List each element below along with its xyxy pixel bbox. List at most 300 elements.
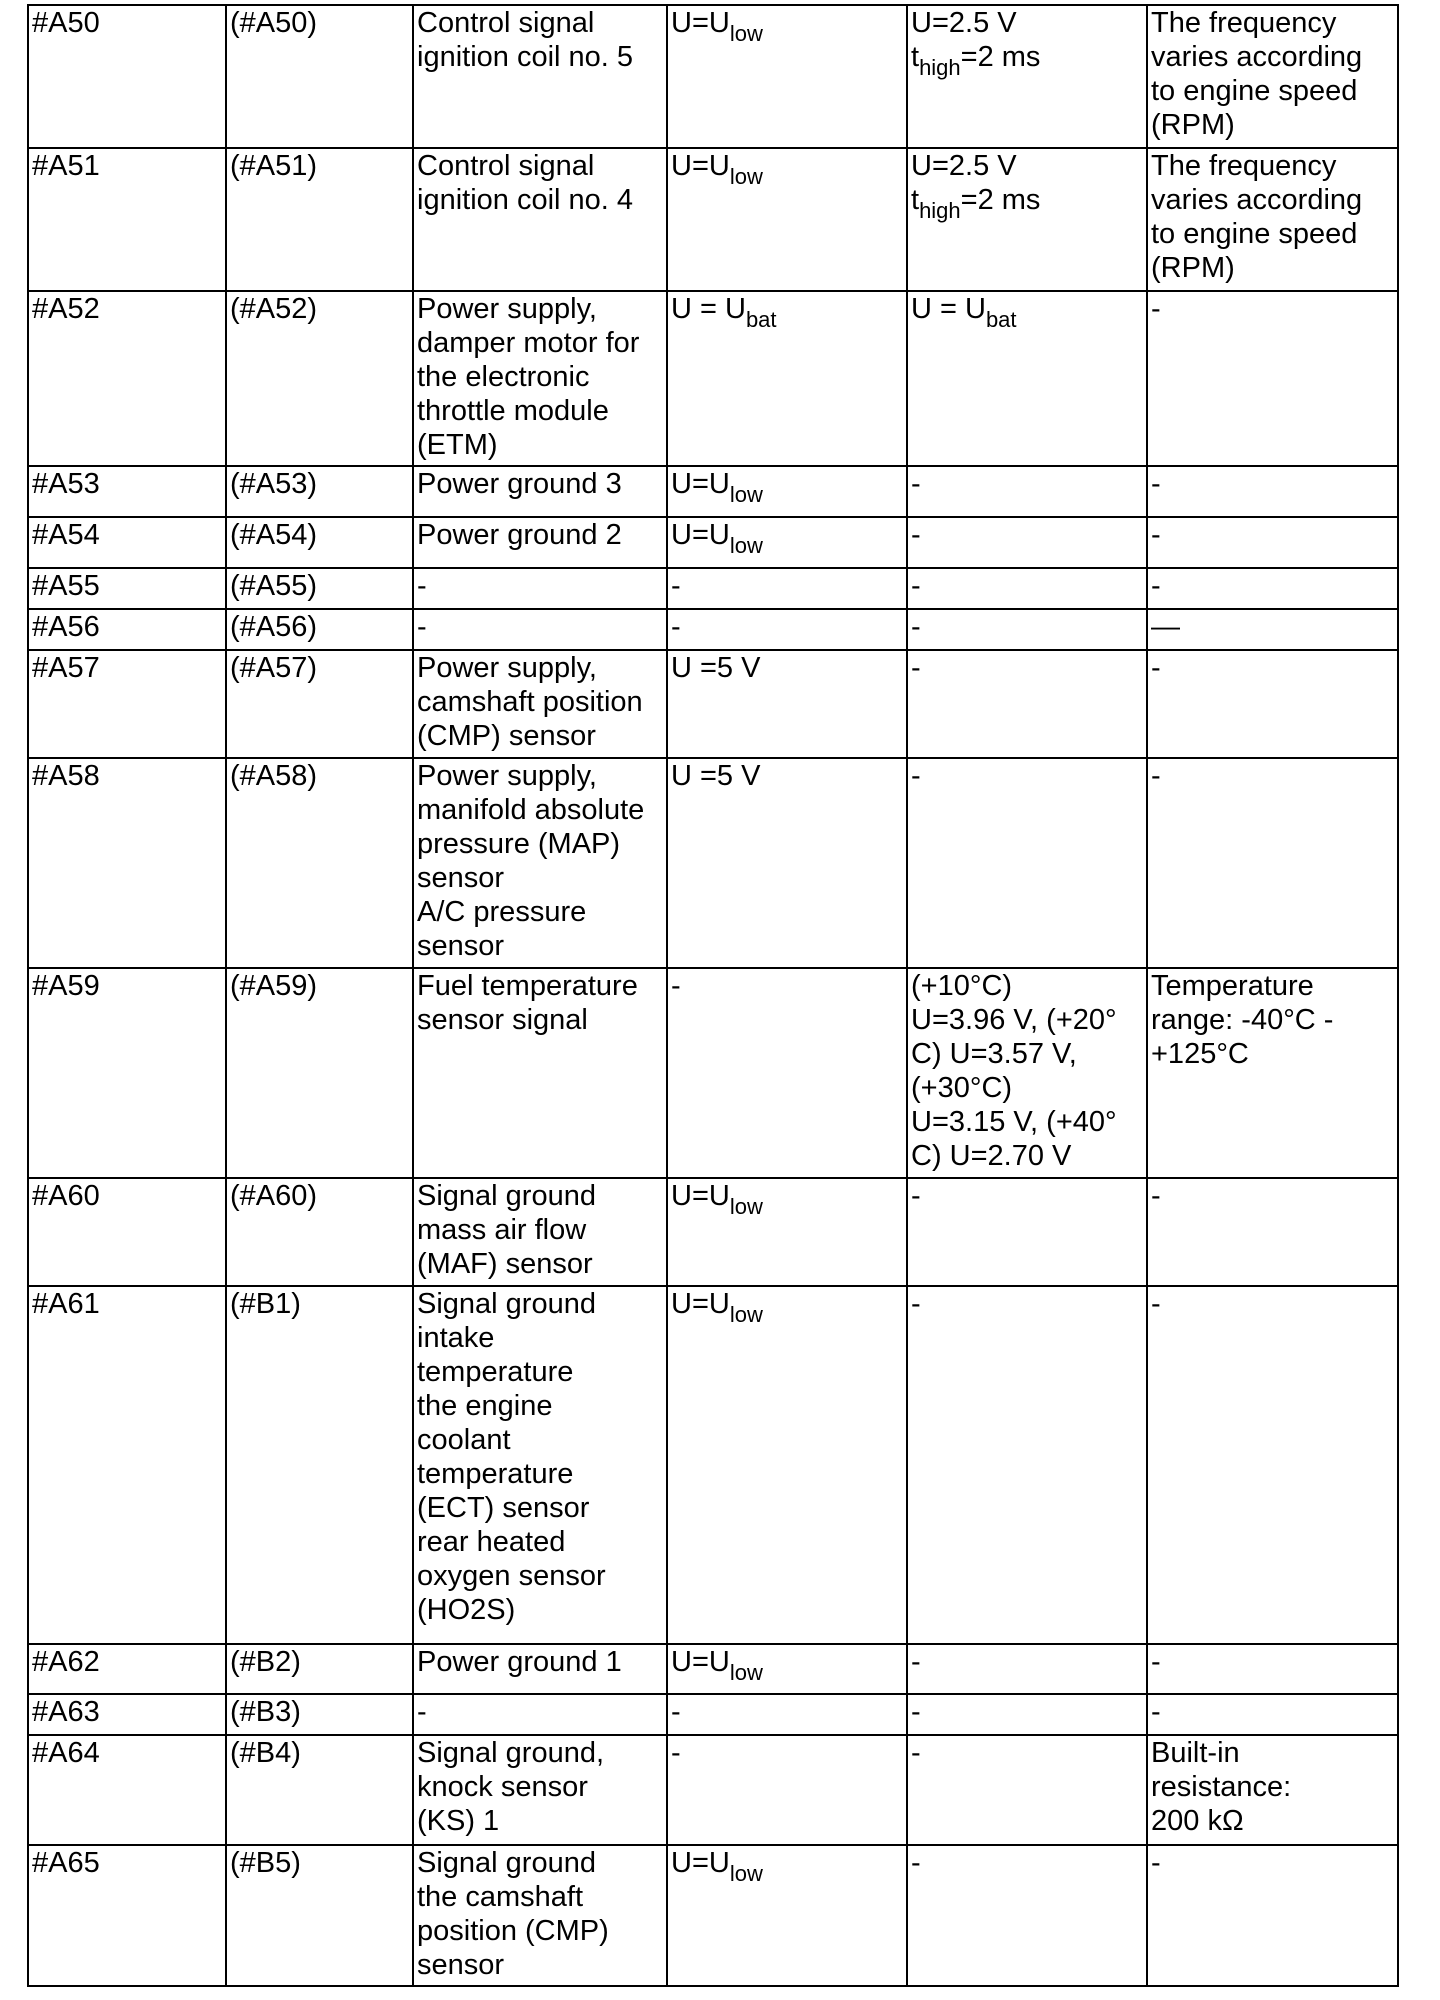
note-line: range: -40°C - <box>1151 1004 1334 1036</box>
table-row <box>28 5 1398 148</box>
note-line: varies according <box>1151 41 1363 73</box>
description-line: Power ground 1 <box>417 1646 622 1678</box>
description-line: temperature <box>417 1458 574 1490</box>
description-line: (ETM) <box>417 429 498 461</box>
signal-value-line-suffix: =2 ms <box>960 41 1041 73</box>
voltage-line-subscript: low <box>729 1194 763 1219</box>
table-row <box>28 968 1398 1178</box>
voltage-line-main: U=U <box>671 7 730 39</box>
signal-value-line <box>911 6 1143 40</box>
voltage-line-main: U =5 V <box>671 760 761 792</box>
table-row <box>28 650 1398 758</box>
signal-value-line-main: t <box>911 41 920 73</box>
signal-value-cell <box>907 568 1147 609</box>
ref-pin-cell <box>226 568 413 609</box>
description-line: Signal ground <box>417 1288 596 1320</box>
document-page <box>27 4 1397 1987</box>
ref-pin-cell <box>226 5 413 148</box>
signal-value-line <box>911 610 1143 644</box>
description-cell <box>413 1178 667 1286</box>
signal-value-cell <box>907 609 1147 650</box>
pin-number: #A53 <box>32 468 100 500</box>
voltage-line-subscript: low <box>729 1861 763 1886</box>
voltage-line <box>671 759 903 793</box>
signal-value-line-main: - <box>911 519 921 551</box>
description-line: pressure (MAP) <box>417 828 621 860</box>
pin-cell <box>28 968 226 1178</box>
voltage-cell <box>667 609 907 650</box>
signal-value-line <box>911 40 1143 80</box>
signal-value-cell <box>907 968 1147 1178</box>
ref-pin-cell <box>226 758 413 968</box>
voltage-cell <box>667 291 907 466</box>
note-line: - <box>1151 1180 1161 1212</box>
description-cell <box>413 291 667 466</box>
voltage-cell <box>667 650 907 758</box>
table-row <box>28 466 1398 517</box>
note-cell <box>1147 1694 1398 1735</box>
signal-value-line <box>911 292 1143 332</box>
description-line: Signal ground <box>417 1847 596 1879</box>
ref-pin-number: (#A54) <box>230 519 318 551</box>
description-line: Control signal <box>417 150 595 182</box>
note-cell <box>1147 5 1398 148</box>
description-line: Power ground 3 <box>417 468 622 500</box>
note-cell <box>1147 968 1398 1178</box>
description-line: position (CMP) <box>417 1915 609 1947</box>
voltage-line-main: - <box>671 570 681 602</box>
voltage-cell <box>667 5 907 148</box>
ref-pin-number: (#B3) <box>230 1696 301 1728</box>
description-line: coolant <box>417 1424 511 1456</box>
voltage-cell <box>667 466 907 517</box>
signal-value-line <box>911 1179 1143 1213</box>
note-cell <box>1147 1178 1398 1286</box>
description-cell <box>413 1286 667 1644</box>
signal-value-line-main: U=3.96 V, (+20° <box>911 1004 1117 1036</box>
note-line: - <box>1151 1847 1161 1879</box>
note-line: to engine speed <box>1151 75 1358 107</box>
voltage-line <box>671 610 903 644</box>
signal-value-line <box>911 1695 1143 1729</box>
ref-pin-number: (#A58) <box>230 760 318 792</box>
signal-value-line-subscript: high <box>919 198 961 223</box>
pin-cell <box>28 568 226 609</box>
description-cell <box>413 466 667 517</box>
note-cell <box>1147 1644 1398 1694</box>
note-line: - <box>1151 570 1161 602</box>
ref-pin-number: (#A57) <box>230 652 318 684</box>
description-cell <box>413 609 667 650</box>
signal-value-line-main: - <box>911 611 921 643</box>
voltage-line-main: - <box>671 1696 681 1728</box>
voltage-line-main: U=U <box>671 468 730 500</box>
note-cell <box>1147 758 1398 968</box>
table-row <box>28 568 1398 609</box>
pin-assignment-table <box>27 4 1399 1987</box>
pin-number: #A50 <box>32 7 100 39</box>
note-line: (RPM) <box>1151 252 1235 284</box>
voltage-cell <box>667 1178 907 1286</box>
note-line: 200 kΩ <box>1151 1805 1244 1837</box>
voltage-line <box>671 1179 903 1219</box>
description-line: - <box>417 611 427 643</box>
voltage-line-main: U=U <box>671 1180 730 1212</box>
note-cell <box>1147 1845 1398 1986</box>
pin-cell <box>28 517 226 568</box>
signal-value-cell <box>907 1845 1147 1986</box>
voltage-line <box>671 1287 903 1327</box>
ref-pin-cell <box>226 609 413 650</box>
signal-value-line <box>911 1736 1143 1770</box>
voltage-line-main: - <box>671 1737 681 1769</box>
note-line: resistance: <box>1151 1771 1292 1803</box>
ref-pin-cell <box>226 1845 413 1986</box>
voltage-line-subscript: bat <box>745 307 777 332</box>
note-cell <box>1147 291 1398 466</box>
note-line: The frequency <box>1151 7 1337 39</box>
voltage-line-main: U =5 V <box>671 652 761 684</box>
signal-value-line-main: (+30°C) <box>911 1072 1013 1104</box>
table-row <box>28 1735 1398 1845</box>
pin-number: #A52 <box>32 293 100 325</box>
voltage-line <box>671 149 903 189</box>
ref-pin-cell <box>226 1286 413 1644</box>
description-cell <box>413 1845 667 1986</box>
signal-value-cell <box>907 1286 1147 1644</box>
voltage-line <box>671 569 903 603</box>
voltage-cell <box>667 568 907 609</box>
pin-cell <box>28 1286 226 1644</box>
note-cell <box>1147 1735 1398 1845</box>
signal-value-cell <box>907 758 1147 968</box>
signal-value-line-main: U=3.15 V, (+40° <box>911 1106 1117 1138</box>
description-line: damper motor for <box>417 327 640 359</box>
signal-value-cell <box>907 148 1147 291</box>
signal-value-line <box>911 1139 1143 1173</box>
description-line: Power supply, <box>417 760 597 792</box>
voltage-cell <box>667 148 907 291</box>
description-cell <box>413 5 667 148</box>
signal-value-line-subscript: bat <box>985 307 1017 332</box>
voltage-line-subscript: low <box>729 21 763 46</box>
signal-value-line-main: - <box>911 1696 921 1728</box>
voltage-line-subscript: low <box>729 482 763 507</box>
signal-value-cell <box>907 291 1147 466</box>
description-line: - <box>417 570 427 602</box>
description-line: (HO2S) <box>417 1594 516 1626</box>
pin-cell <box>28 291 226 466</box>
description-line: Control signal <box>417 7 595 39</box>
ref-pin-cell <box>226 148 413 291</box>
signal-value-line-suffix: =2 ms <box>960 184 1041 216</box>
pin-cell <box>28 1845 226 1986</box>
voltage-line <box>671 518 903 558</box>
pin-number: #A59 <box>32 970 100 1002</box>
note-cell <box>1147 1286 1398 1644</box>
signal-value-line <box>911 969 1143 1003</box>
description-line: camshaft position <box>417 686 643 718</box>
signal-value-cell <box>907 5 1147 148</box>
voltage-line <box>671 969 903 1003</box>
voltage-cell <box>667 968 907 1178</box>
description-line: Power supply, <box>417 652 597 684</box>
description-line: rear heated <box>417 1526 566 1558</box>
note-cell <box>1147 650 1398 758</box>
voltage-line-subscript: low <box>729 533 763 558</box>
voltage-line <box>671 6 903 46</box>
pin-cell <box>28 650 226 758</box>
signal-value-cell <box>907 517 1147 568</box>
table-body <box>28 5 1398 1986</box>
description-line: Power ground 2 <box>417 519 622 551</box>
signal-value-line-main: - <box>911 468 921 500</box>
signal-value-line-main: - <box>911 1180 921 1212</box>
pin-cell <box>28 1735 226 1845</box>
signal-value-line-main: C) U=3.57 V, <box>911 1038 1077 1070</box>
ref-pin-cell <box>226 650 413 758</box>
description-line: sensor <box>417 930 505 962</box>
table-row <box>28 517 1398 568</box>
note-line: - <box>1151 1288 1161 1320</box>
ref-pin-number: (#B1) <box>230 1288 301 1320</box>
description-line: Signal ground <box>417 1180 596 1212</box>
note-cell <box>1147 609 1398 650</box>
pin-number: #A51 <box>32 150 100 182</box>
ref-pin-cell <box>226 1644 413 1694</box>
voltage-line <box>671 1645 903 1685</box>
signal-value-line <box>911 518 1143 552</box>
voltage-line-subscript: low <box>729 1660 763 1685</box>
signal-value-line <box>911 183 1143 223</box>
description-cell <box>413 568 667 609</box>
note-line: varies according <box>1151 184 1363 216</box>
description-line: ignition coil no. 5 <box>417 41 634 73</box>
description-cell <box>413 1644 667 1694</box>
signal-value-line <box>911 467 1143 501</box>
note-line: The frequency <box>1151 150 1337 182</box>
signal-value-line-main: C) U=2.70 V <box>911 1140 1072 1172</box>
voltage-line <box>671 467 903 507</box>
signal-value-line <box>911 759 1143 793</box>
voltage-line-main: U=U <box>671 1288 730 1320</box>
table-row <box>28 758 1398 968</box>
table-row <box>28 1178 1398 1286</box>
ref-pin-number: (#A59) <box>230 970 318 1002</box>
voltage-line-subscript: low <box>729 1302 763 1327</box>
note-line: to engine speed <box>1151 218 1358 250</box>
note-cell <box>1147 568 1398 609</box>
signal-value-line-subscript: high <box>919 55 961 80</box>
voltage-line <box>671 1846 903 1886</box>
description-cell <box>413 1735 667 1845</box>
signal-value-line <box>911 651 1143 685</box>
note-line: - <box>1151 652 1161 684</box>
ref-pin-number: (#A55) <box>230 570 318 602</box>
signal-value-line <box>911 1645 1143 1679</box>
note-cell <box>1147 517 1398 568</box>
signal-value-line-main: (+10°C) <box>911 970 1013 1002</box>
ref-pin-cell <box>226 1735 413 1845</box>
signal-value-line <box>911 149 1143 183</box>
signal-value-line <box>911 569 1143 603</box>
description-line: knock sensor <box>417 1771 588 1803</box>
description-cell <box>413 650 667 758</box>
description-line: A/C pressure <box>417 896 587 928</box>
table-row <box>28 291 1398 466</box>
description-cell <box>413 968 667 1178</box>
voltage-cell <box>667 758 907 968</box>
description-cell <box>413 517 667 568</box>
pin-cell <box>28 466 226 517</box>
signal-value-line-main: - <box>911 1737 921 1769</box>
description-line: ignition coil no. 4 <box>417 184 634 216</box>
signal-value-line <box>911 1846 1143 1880</box>
ref-pin-cell <box>226 517 413 568</box>
description-cell <box>413 148 667 291</box>
ref-pin-cell <box>226 466 413 517</box>
table-row <box>28 1694 1398 1735</box>
table-row <box>28 1845 1398 1986</box>
voltage-line <box>671 1736 903 1770</box>
voltage-line-subscript: low <box>729 164 763 189</box>
ref-pin-number: (#A51) <box>230 150 318 182</box>
description-line: sensor <box>417 1949 505 1981</box>
pin-cell <box>28 1644 226 1694</box>
voltage-line <box>671 292 903 332</box>
voltage-line-main: - <box>671 611 681 643</box>
description-line: the engine <box>417 1390 553 1422</box>
signal-value-line-main: - <box>911 1847 921 1879</box>
voltage-line-main: U=U <box>671 519 730 551</box>
table-row <box>28 148 1398 291</box>
signal-value-line <box>911 1287 1143 1321</box>
voltage-cell <box>667 1286 907 1644</box>
voltage-line-main: U=U <box>671 1646 730 1678</box>
pin-number: #A56 <box>32 611 100 643</box>
signal-value-line-main: - <box>911 1646 921 1678</box>
voltage-line <box>671 651 903 685</box>
description-line: intake <box>417 1322 495 1354</box>
signal-value-line-main: U = U <box>911 293 986 325</box>
pin-number: #A55 <box>32 570 100 602</box>
description-line: (CMP) sensor <box>417 720 596 752</box>
note-line: - <box>1151 760 1161 792</box>
signal-value-line-main: U=2.5 V <box>911 150 1017 182</box>
table-row <box>28 1644 1398 1694</box>
signal-value-line <box>911 1003 1143 1037</box>
voltage-cell <box>667 1845 907 1986</box>
signal-value-cell <box>907 650 1147 758</box>
description-line: (ECT) sensor <box>417 1492 590 1524</box>
voltage-cell <box>667 517 907 568</box>
description-line: temperature <box>417 1356 574 1388</box>
description-line: throttle module <box>417 395 609 427</box>
note-line: Built-in <box>1151 1737 1240 1769</box>
ref-pin-cell <box>226 1178 413 1286</box>
voltage-line-main: U = U <box>671 293 746 325</box>
voltage-line-main: U=U <box>671 150 730 182</box>
description-line: the electronic <box>417 361 590 393</box>
note-line: - <box>1151 519 1161 551</box>
ref-pin-number: (#A60) <box>230 1180 318 1212</box>
note-line: +125°C <box>1151 1038 1249 1070</box>
note-line: - <box>1151 293 1161 325</box>
description-line: Power supply, <box>417 293 597 325</box>
note-line: - <box>1151 468 1161 500</box>
signal-value-line-main: U=2.5 V <box>911 7 1017 39</box>
ref-pin-number: (#A50) <box>230 7 318 39</box>
signal-value-line-main: t <box>911 184 920 216</box>
voltage-line <box>671 1695 903 1729</box>
pin-cell <box>28 148 226 291</box>
note-line: - <box>1151 1646 1161 1678</box>
ref-pin-number: (#B5) <box>230 1847 301 1879</box>
ref-pin-cell <box>226 1694 413 1735</box>
voltage-line-main: U=U <box>671 1847 730 1879</box>
signal-value-cell <box>907 1735 1147 1845</box>
voltage-line-main: - <box>671 970 681 1002</box>
signal-value-line-main: - <box>911 652 921 684</box>
signal-value-line <box>911 1105 1143 1139</box>
signal-value-line <box>911 1037 1143 1071</box>
description-line: Fuel temperature <box>417 970 638 1002</box>
signal-value-cell <box>907 1644 1147 1694</box>
description-cell <box>413 758 667 968</box>
note-cell <box>1147 466 1398 517</box>
ref-pin-number: (#B4) <box>230 1737 301 1769</box>
voltage-cell <box>667 1644 907 1694</box>
pin-number: #A58 <box>32 760 100 792</box>
table-row <box>28 1286 1398 1644</box>
pin-number: #A64 <box>32 1737 100 1769</box>
note-cell <box>1147 148 1398 291</box>
note-line: — <box>1151 611 1180 643</box>
ref-pin-number: (#B2) <box>230 1646 301 1678</box>
description-line: - <box>417 1696 427 1728</box>
signal-value-line <box>911 1071 1143 1105</box>
pin-cell <box>28 5 226 148</box>
pin-number: #A62 <box>32 1646 100 1678</box>
ref-pin-number: (#A52) <box>230 293 318 325</box>
description-line: manifold absolute <box>417 794 645 826</box>
pin-cell <box>28 609 226 650</box>
signal-value-cell <box>907 1694 1147 1735</box>
voltage-cell <box>667 1694 907 1735</box>
description-line: oxygen sensor <box>417 1560 606 1592</box>
voltage-cell <box>667 1735 907 1845</box>
ref-pin-cell <box>226 291 413 466</box>
description-line: mass air flow <box>417 1214 587 1246</box>
description-line: Signal ground, <box>417 1737 605 1769</box>
pin-number: #A61 <box>32 1288 100 1320</box>
pin-number: #A63 <box>32 1696 100 1728</box>
pin-number: #A57 <box>32 652 100 684</box>
pin-cell <box>28 758 226 968</box>
signal-value-line-main: - <box>911 760 921 792</box>
pin-number: #A65 <box>32 1847 100 1879</box>
description-line: (MAF) sensor <box>417 1248 593 1280</box>
signal-value-line-main: - <box>911 1288 921 1320</box>
note-line: (RPM) <box>1151 109 1235 141</box>
pin-cell <box>28 1694 226 1735</box>
signal-value-cell <box>907 466 1147 517</box>
table-row <box>28 609 1398 650</box>
note-line: Temperature <box>1151 970 1314 1002</box>
pin-number: #A60 <box>32 1180 100 1212</box>
ref-pin-number: (#A53) <box>230 468 318 500</box>
description-line: sensor <box>417 862 505 894</box>
